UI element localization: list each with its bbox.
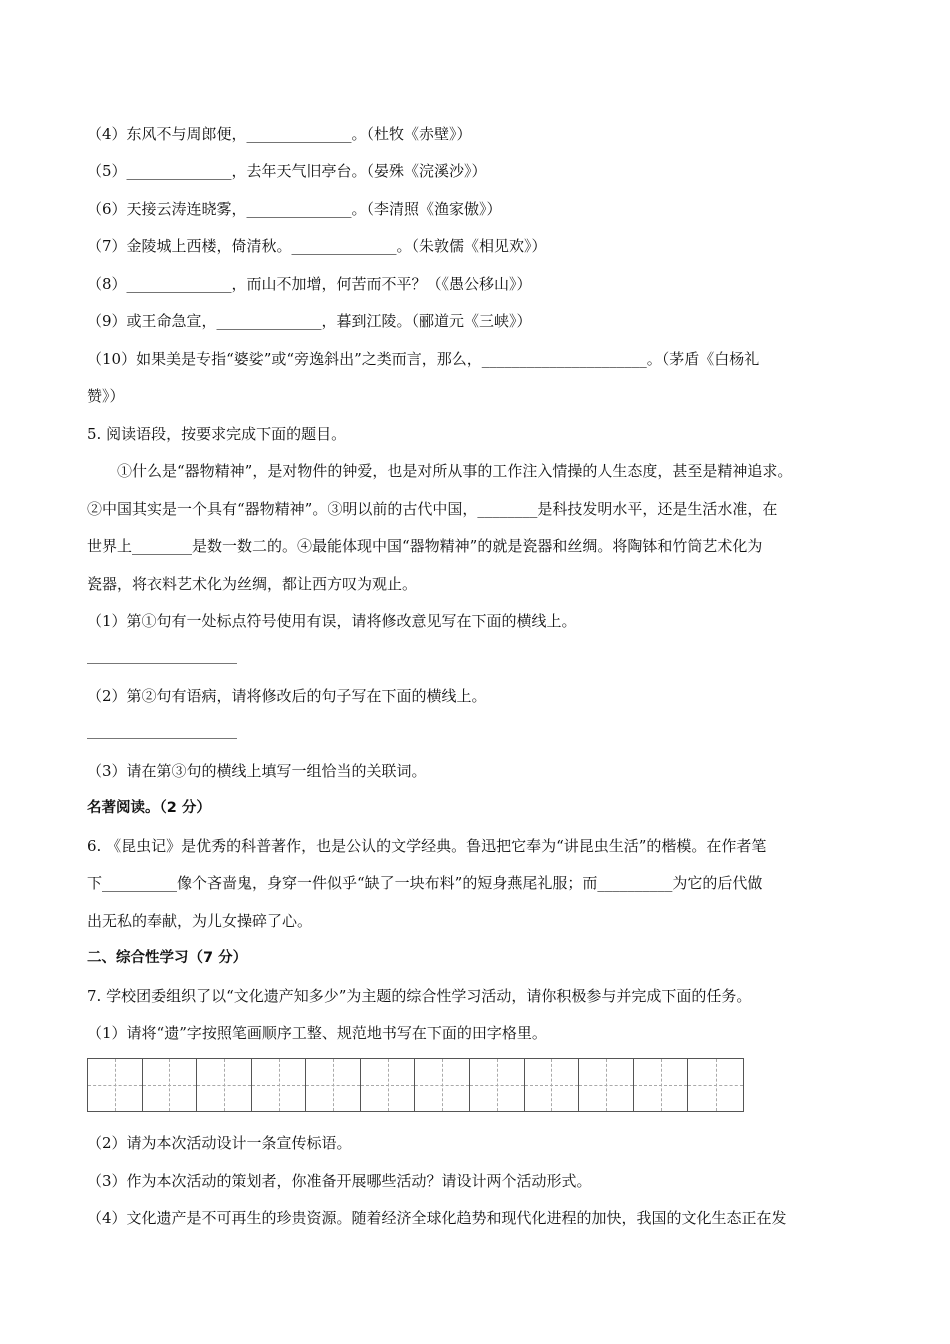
question-5-3: （3）请在第③句的横线上填写一组恰当的关联词。 bbox=[87, 762, 427, 780]
question-4-6: （6）天接云涛连晓雾，______________。（李清照《渔家傲》） bbox=[87, 200, 502, 218]
passage-line-4: 瓷器，将衣料艺术化为丝绸，都让西方叹为观止。 bbox=[87, 575, 418, 593]
passage-line-3: 世界上________是数一数二的。④最能体现中国“器物精神”的就是瓷器和丝绸。将陶钵和竹筒艺术化为 bbox=[87, 537, 763, 555]
question-6-line-2: 下__________像个吝啬鬼，身穿一件似乎“缺了一块布料”的短身燕尾礼服；而__________为它的后代做 bbox=[87, 874, 763, 892]
question-4-8: （8）______________，而山不加增，何苦而不平？（《愚公移山》） bbox=[87, 275, 532, 293]
grid-cell[interactable] bbox=[88, 1059, 143, 1111]
grid-cell[interactable] bbox=[688, 1059, 743, 1111]
question-4-10-cont: 赞》） bbox=[87, 387, 125, 405]
grid-cell[interactable] bbox=[143, 1059, 198, 1111]
tianzige-grid[interactable] bbox=[87, 1058, 744, 1112]
question-5-heading: 5. 阅读语段，按要求完成下面的题目。 bbox=[87, 425, 347, 443]
question-4-7: （7）金陵城上西楼，倚清秋。______________。（朱敦儒《相见欢》） bbox=[87, 237, 547, 255]
grid-cell[interactable] bbox=[579, 1059, 634, 1111]
section-classics-heading: 名著阅读。（2 分） bbox=[87, 800, 211, 816]
question-7-1: （1）请将“遗”字按照笔画顺序工整、规范地书写在下面的田字格里。 bbox=[87, 1024, 547, 1042]
question-7-heading: 7. 学校团委组织了以“文化遗产知多少”为主题的综合性学习活动，请你积极参与并完成下面的任务。 bbox=[87, 987, 752, 1005]
question-7-3: （3）作为本次活动的策划者，你准备开展哪些活动？请设计两个活动形式。 bbox=[87, 1172, 592, 1190]
passage-line-1: ①什么是“器物精神”，是对物件的钟爱，也是对所从事的工作注入情操的人生态度，甚至是精神追求。 bbox=[117, 462, 793, 480]
grid-cell[interactable] bbox=[470, 1059, 525, 1111]
passage-line-2: ②中国其实是一个具有“器物精神”。③明以前的古代中国，________是科技发明水平，还是生活水准，在 bbox=[87, 500, 778, 518]
question-7-2: （2）请为本次活动设计一条宣传标语。 bbox=[87, 1134, 352, 1152]
answer-line-1[interactable] bbox=[87, 663, 237, 664]
grid-cell[interactable] bbox=[415, 1059, 470, 1111]
question-5-1: （1）第①句有一处标点符号使用有误，请将修改意见写在下面的横线上。 bbox=[87, 612, 577, 630]
question-4-5: （5）______________，去年天气旧亭台。（晏殊《浣溪沙》） bbox=[87, 162, 487, 180]
section-2-heading: 二、综合性学习（7 分） bbox=[87, 950, 248, 966]
grid-cell[interactable] bbox=[525, 1059, 580, 1111]
question-4-4: （4）东风不与周郎便，______________。（杜牧《赤壁》） bbox=[87, 125, 472, 143]
grid-cell[interactable] bbox=[306, 1059, 361, 1111]
answer-line-2[interactable] bbox=[87, 738, 237, 739]
question-5-2: （2）第②句有语病，请将修改后的句子写在下面的横线上。 bbox=[87, 687, 487, 705]
grid-cell[interactable] bbox=[252, 1059, 307, 1111]
question-7-4: （4）文化遗产是不可再生的珍贵资源。随着经济全球化趋势和现代化进程的加快，我国的文化生态正在发 bbox=[87, 1209, 787, 1227]
question-4-9: （9）或王命急宣，______________，暮到江陵。（郦道元《三峡》） bbox=[87, 312, 532, 330]
question-6-line-3: 出无私的奉献，为儿女操碎了心。 bbox=[87, 912, 313, 930]
question-6-line-1: 6. 《昆虫记》是优秀的科普著作，也是公认的文学经典。鲁迅把它奉为“讲昆虫生活”的楷模。在作者笔 bbox=[87, 837, 767, 855]
grid-cell[interactable] bbox=[197, 1059, 252, 1111]
grid-cell[interactable] bbox=[361, 1059, 416, 1111]
grid-cell[interactable] bbox=[634, 1059, 689, 1111]
question-4-10: （10）如果美是专指“婆娑”或“旁逸斜出”之类而言，那么，______________________。（茅盾《白杨礼 bbox=[87, 350, 760, 368]
